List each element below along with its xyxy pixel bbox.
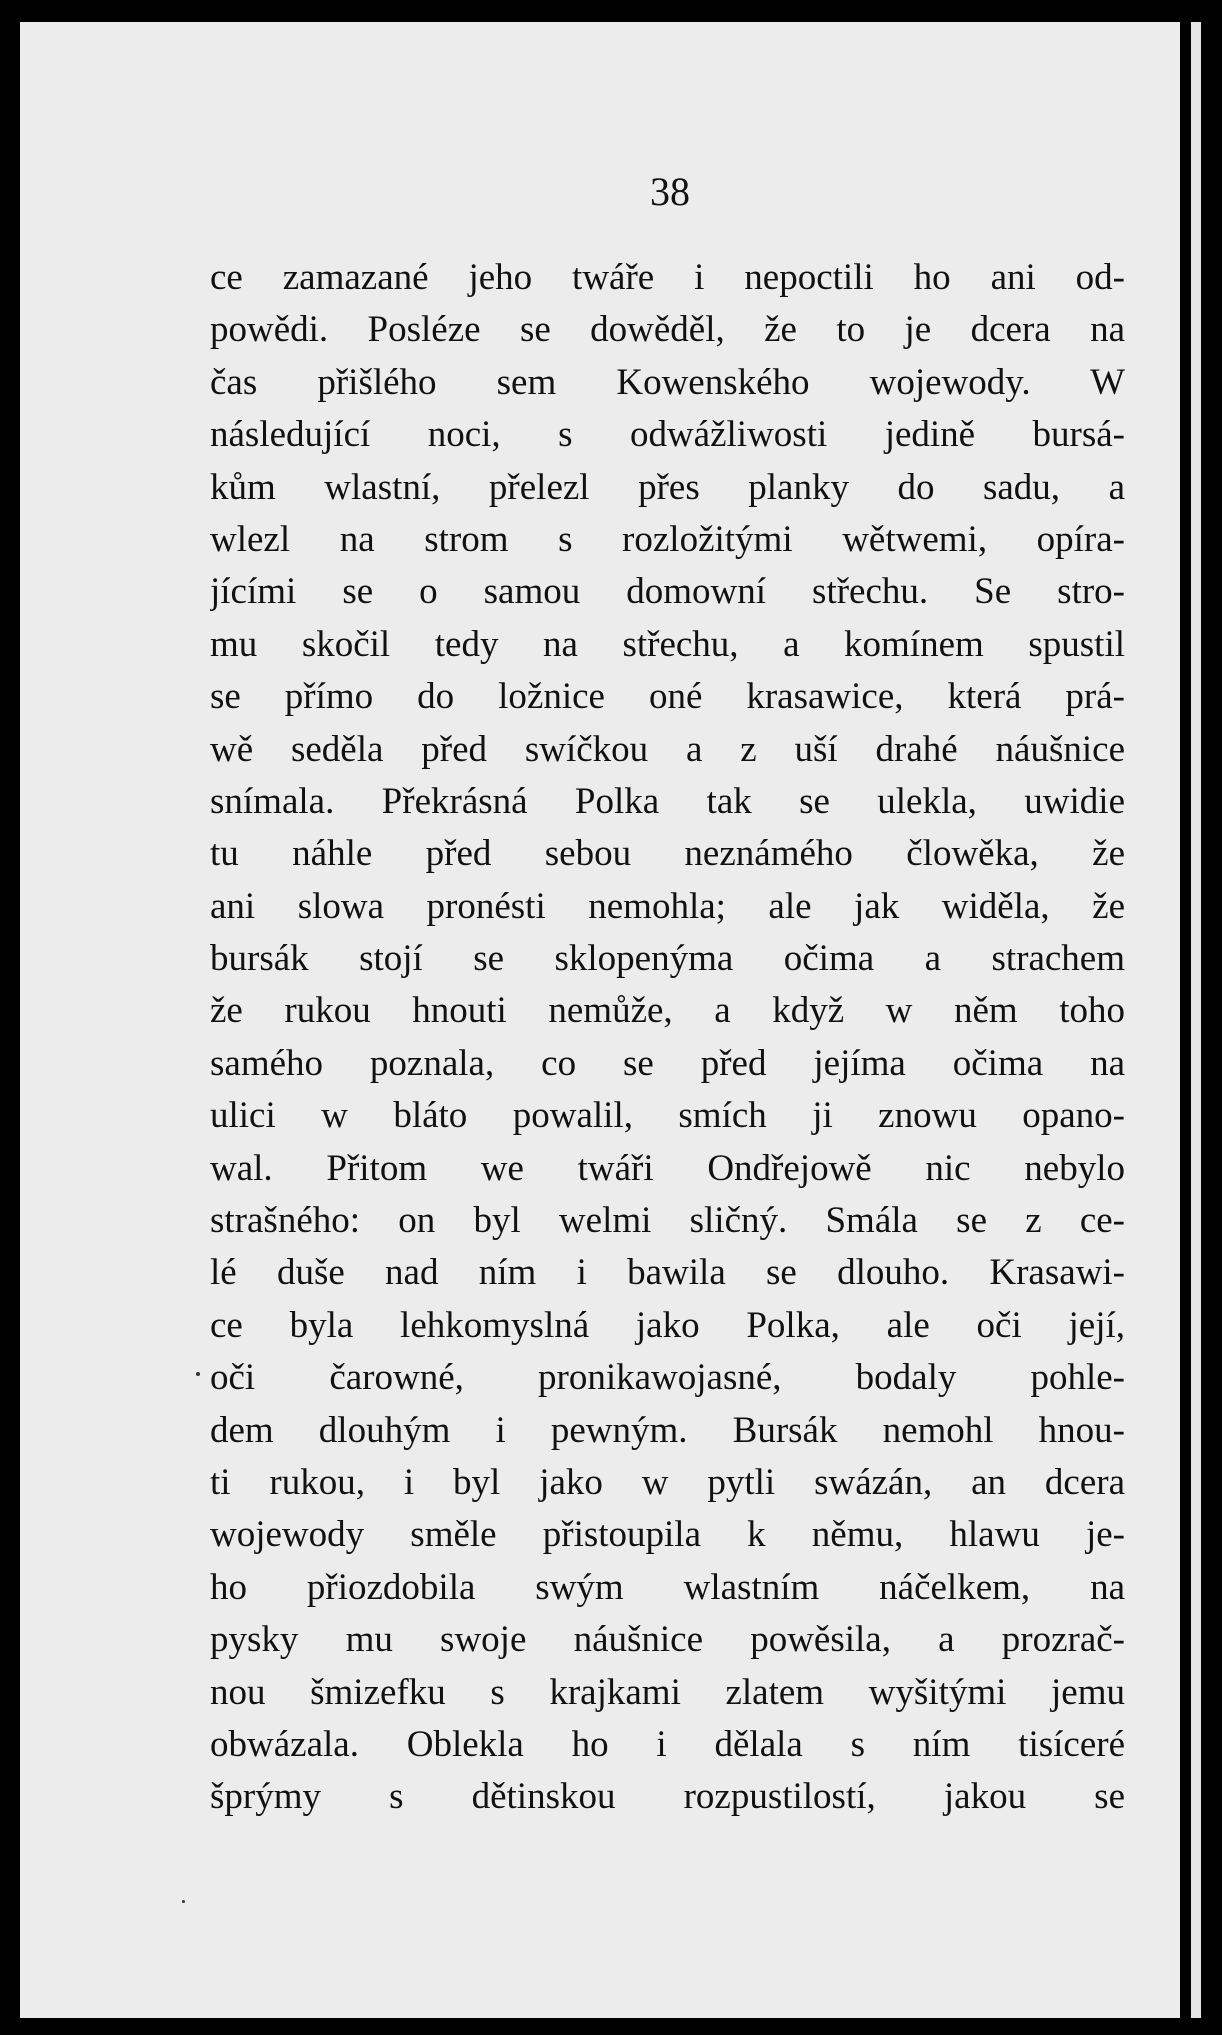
- text-line: samého poznala, co se před jejíma očima na: [210, 1042, 1125, 1084]
- text-line: tu náhle před sebou neznámého člowěka, že: [210, 833, 1125, 875]
- text-line: obwázala. Oblekla ho i dělala s ním tisíceré: [210, 1723, 1125, 1765]
- text-line: se přímo do ložnice oné krasawice, která prá-: [210, 676, 1125, 718]
- text-line: pysky mu swoje náušnice powěsila, a prozrač-: [210, 1619, 1125, 1661]
- body-text: [210, 252, 1125, 1824]
- text-line: wlezl na strom s rozložitými wětwemi, opíra-: [210, 518, 1125, 560]
- text-line: následující noci, s odwážliwosti jedině bursá-: [210, 414, 1125, 456]
- text-line: lé duše nad ním i bawila se dlouho. Krasawi-: [210, 1252, 1125, 1294]
- text-line: jícími se o samou domowní střechu. Se stro-: [210, 571, 1125, 613]
- text-line: strašného: on byl welmi sličný. Smála se z ce-: [210, 1200, 1125, 1242]
- text-line: ulici w bláto powalil, smích ji znowu opano-: [210, 1095, 1125, 1137]
- text-line: powědi. Posléze se dowěděl, že to je dcera na: [210, 309, 1125, 351]
- next-page-edge: [1191, 22, 1201, 2018]
- text-line: bursák stojí se sklopenýma očima a strachem: [210, 938, 1125, 980]
- page-number: 38: [650, 169, 690, 214]
- text-line: ti rukou, i byl jako w pytli swázán, an dcera: [210, 1461, 1125, 1503]
- text-line: šprýmy s dětinskou rozpustilostí, jakou se: [210, 1776, 1125, 1818]
- text-line: ani slowa pronésti nemohla; ale jak widěla, že: [210, 885, 1125, 927]
- text-line: ce byla lehkomyslná jako Polka, ale oči její,: [210, 1304, 1125, 1346]
- paper-speck: [196, 1372, 200, 1376]
- text-line: kům wlastní, přelezl přes planky do sadu, a: [210, 466, 1125, 508]
- text-line: ho přiozdobila swým wlastním náčelkem, na: [210, 1566, 1125, 1608]
- text-line: wojewody směle přistoupila k němu, hlawu je-: [210, 1514, 1125, 1556]
- paper-speck: [182, 1900, 185, 1903]
- text-line: wě seděla před swíčkou a z uší drahé náušnice: [210, 728, 1125, 770]
- text-line: mu skočil tedy na střechu, a komínem spustil: [210, 623, 1125, 665]
- text-line: nou šmizefku s krajkami zlatem wyšitými jemu: [210, 1671, 1125, 1713]
- text-line: oči čarowné, pronikawojasné, bodaly pohle-: [210, 1357, 1125, 1399]
- text-line: že rukou hnouti nemůže, a když w něm toho: [210, 990, 1125, 1032]
- text-line: ce zamazané jeho twáře i nepoctili ho ani od-: [210, 257, 1125, 298]
- text-line: wal. Přitom we twáři Ondřejowě nic nebylo: [210, 1147, 1125, 1189]
- text-line: snímala. Překrásná Polka tak se ulekla, uwidie: [210, 780, 1125, 822]
- text-line: dem dlouhým i pewným. Bursák nemohl hnou-: [210, 1409, 1125, 1451]
- text-line: čas přišlého sem Kowenského wojewody. W: [210, 361, 1125, 403]
